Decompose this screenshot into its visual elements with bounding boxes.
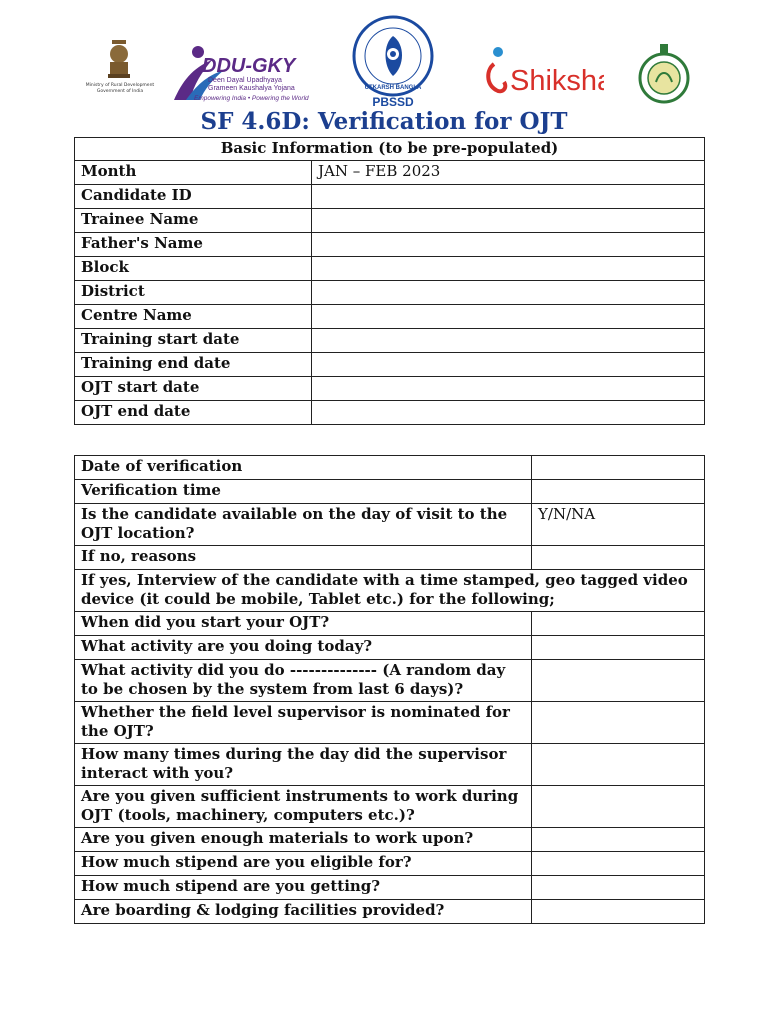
field-label: Training end date <box>75 353 312 377</box>
answer-field[interactable] <box>532 702 705 744</box>
answer-field[interactable] <box>532 852 705 876</box>
question-label: Whether the field level supervisor is nominated for the OJT? <box>75 702 532 744</box>
table-row <box>75 257 705 281</box>
field-value[interactable] <box>312 257 705 281</box>
national-emblem-icon <box>80 38 160 98</box>
question-label: When did you start your OJT? <box>75 612 532 636</box>
table-row <box>75 546 705 570</box>
field-value[interactable] <box>312 209 705 233</box>
pbssd-seal-icon <box>350 14 436 110</box>
question-label: How much stipend are you eligible for? <box>75 852 532 876</box>
table-row <box>75 876 705 900</box>
field-label: Candidate ID <box>75 185 312 209</box>
ddugky-swoosh-icon <box>172 42 314 104</box>
answer-field[interactable] <box>532 876 705 900</box>
page-title: SF 4.6D: Verification for OJT <box>200 108 568 135</box>
field-value[interactable] <box>312 329 705 353</box>
logo-strip <box>0 0 768 112</box>
question-label: Is the candidate available on the day of visit to the OJT location? <box>75 504 532 546</box>
field-value[interactable] <box>312 305 705 329</box>
table-row <box>75 353 705 377</box>
question-label: Date of verification <box>75 456 532 480</box>
field-label: OJT start date <box>75 377 312 401</box>
table-row <box>75 570 705 612</box>
table-row <box>75 281 705 305</box>
field-label: Block <box>75 257 312 281</box>
field-value[interactable] <box>312 233 705 257</box>
table-row <box>75 636 705 660</box>
ministry-caption-2: Government of India <box>96 89 144 94</box>
verification-table <box>74 455 705 924</box>
question-label: Are you given sufficient instruments to work during OJT (tools, machinery, computers etc.)? <box>75 786 532 828</box>
table-row <box>75 828 705 852</box>
table-row <box>75 185 705 209</box>
question-label: Are boarding & lodging facilities provided? <box>75 900 532 924</box>
table-row <box>75 305 705 329</box>
shiksha-name: Shiksha <box>510 65 604 97</box>
field-label: Trainee Name <box>75 209 312 233</box>
question-label: If yes, Interview of the candidate with a time stamped, geo tagged video device (it could be mobile, Tablet etc.) for the following; <box>75 570 705 612</box>
field-value[interactable] <box>312 281 705 305</box>
field-value[interactable] <box>312 185 705 209</box>
answer-field[interactable] <box>532 900 705 924</box>
field-value[interactable] <box>312 377 705 401</box>
table-row <box>75 900 705 924</box>
table-row <box>75 209 705 233</box>
field-value[interactable]: JAN – FEB 2023 <box>312 161 705 185</box>
table-row <box>75 504 705 546</box>
question-label: If no, reasons <box>75 546 532 570</box>
wb-logo <box>636 42 692 104</box>
answer-field[interactable] <box>532 546 705 570</box>
question-label: Are you given enough materials to work upon? <box>75 828 532 852</box>
pbssd-ring-text: UTKARSH BANGLA <box>364 85 422 91</box>
pbssd-label: PBSSD <box>372 95 414 109</box>
answer-field[interactable] <box>532 612 705 636</box>
table-row <box>75 329 705 353</box>
table-row <box>75 786 705 828</box>
basic-info-header: Basic Information (to be pre-populated) <box>75 138 705 161</box>
field-label: Month <box>75 161 312 185</box>
table-row <box>75 612 705 636</box>
table-row <box>75 744 705 786</box>
table-row <box>75 233 705 257</box>
table-row <box>75 660 705 702</box>
answer-field[interactable] <box>532 828 705 852</box>
answer-field[interactable] <box>532 636 705 660</box>
question-label: How many times during the day did the supervisor interact with you? <box>75 744 532 786</box>
question-label: What activity are you doing today? <box>75 636 532 660</box>
shiksha-mark-icon <box>484 44 604 100</box>
pbssd-logo <box>350 14 436 110</box>
question-label: How much stipend are you getting? <box>75 876 532 900</box>
ddugky-line2: Grameen Kaushalya Yojana <box>208 85 295 92</box>
field-value[interactable] <box>312 401 705 425</box>
table-row <box>75 702 705 744</box>
ddugky-tagline: Empowering India • Powering the World <box>194 95 309 102</box>
question-label: Verification time <box>75 480 532 504</box>
answer-field[interactable] <box>532 456 705 480</box>
shiksha-logo <box>484 44 604 100</box>
answer-field[interactable]: Y/N/NA <box>532 504 705 546</box>
table-row <box>75 852 705 876</box>
west-bengal-emblem-icon <box>636 42 692 104</box>
table-row <box>75 456 705 480</box>
ddugky-logo <box>172 42 314 104</box>
answer-field[interactable] <box>532 660 705 702</box>
field-label: Father's Name <box>75 233 312 257</box>
table-row <box>75 480 705 504</box>
field-label: Centre Name <box>75 305 312 329</box>
field-value[interactable] <box>312 353 705 377</box>
field-label: OJT end date <box>75 401 312 425</box>
field-label: Training start date <box>75 329 312 353</box>
ministry-caption-1: Ministry of Rural Development <box>85 83 155 88</box>
ddugky-line1: Deen Dayal Upadhyaya <box>208 77 282 84</box>
ddugky-name: DDU-GKY <box>202 55 296 77</box>
question-label: What activity did you do -------------- (A random day to be chosen by the system from last 6 days)? <box>75 660 532 702</box>
field-label: District <box>75 281 312 305</box>
answer-field[interactable] <box>532 744 705 786</box>
ministry-logo <box>80 38 160 98</box>
table-row <box>75 377 705 401</box>
answer-field[interactable] <box>532 480 705 504</box>
table-row <box>75 161 705 185</box>
answer-field[interactable] <box>532 786 705 828</box>
basic-info-table <box>74 137 705 425</box>
table-row <box>75 401 705 425</box>
